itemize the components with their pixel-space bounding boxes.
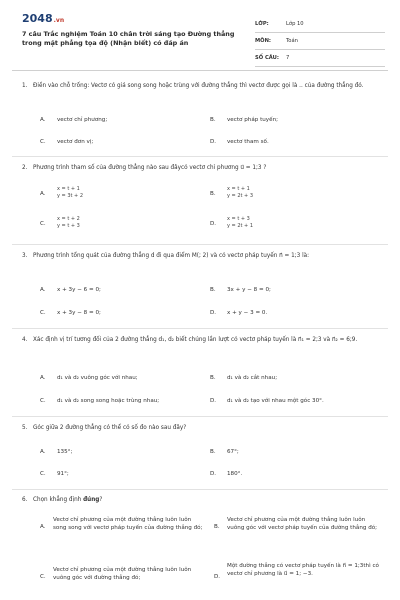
option-label: C.: [40, 139, 46, 145]
question-stem: Phương trình tổng quát của đường thẳng d đi qua điểm M(; 2) và có vectơ pháp tuyến n⃗ = 1;3 là:: [33, 253, 310, 259]
logo-suffix: .vn: [53, 17, 65, 24]
option-system: [227, 186, 380, 200]
option-label: D.: [210, 221, 217, 227]
option-text: d₁ và d₂ vuông góc với nhau;: [57, 375, 138, 381]
option-text: d₁ và d₂ tạo với nhau một góc 30°.: [227, 398, 324, 404]
q6-option-c[interactable]: [40, 566, 205, 582]
q2-option-c[interactable]: [40, 216, 200, 230]
stem-suffix: ?: [99, 497, 103, 503]
option-label: D.: [210, 139, 217, 145]
question-number: 3.: [22, 253, 28, 259]
option-label: A.: [40, 117, 46, 123]
system-line-1: x = t + 3: [227, 216, 250, 222]
q3-option-a[interactable]: [40, 286, 200, 294]
option-text: Vectơ chỉ phương của một đường thẳng luôn luôn vuông góc với đường thẳng đó;: [53, 567, 192, 581]
option-label: B.: [210, 117, 216, 123]
system-line-2: y = 2t + 1: [227, 223, 254, 229]
option-label: C.: [40, 221, 46, 227]
class-value: Lớp 10: [286, 21, 304, 27]
option-label: A.: [40, 191, 46, 197]
q1-option-a[interactable]: [40, 116, 200, 124]
option-label: D.: [210, 471, 217, 477]
option-label: C.: [40, 574, 46, 580]
option-system: [227, 216, 380, 230]
q6-option-b[interactable]: [214, 516, 384, 532]
site-logo[interactable]: [22, 12, 64, 25]
question-5: [22, 424, 384, 433]
q1-option-d[interactable]: [210, 138, 380, 146]
q4-option-d[interactable]: [210, 397, 388, 405]
document-title: 7 câu Trắc nghiệm Toán 10 chân trời sáng tạo Đường thẳng trong mặt phẳng tọa độ (Nhận biết) có đáp án: [22, 30, 235, 47]
header-divider: [12, 70, 388, 71]
option-text: Một đường thẳng có vectơ pháp tuyến là n⃗ = 1;3thì có vectơ chỉ phương là u⃗ = 1; −3.: [227, 563, 379, 577]
meta-row-count: [255, 50, 385, 67]
q5-option-d[interactable]: [210, 470, 380, 478]
question-6: [22, 496, 384, 505]
system-line-1: x = t + 1: [57, 186, 80, 192]
option-text: vectơ tham số.: [227, 139, 269, 145]
q2-option-a[interactable]: [40, 186, 200, 200]
question-divider: [12, 416, 388, 417]
subject-label: MÔN:: [255, 38, 271, 44]
q1-option-c[interactable]: [40, 138, 200, 146]
option-text: 135°;: [57, 449, 73, 455]
question-stem: Góc giữa 2 đường thẳng có thể có số đo nào sau đây?: [33, 425, 187, 431]
option-text: d₁ và d₂ song song hoặc trùng nhau;: [57, 398, 160, 404]
question-1: [22, 82, 384, 91]
count-value: 7: [286, 55, 290, 61]
header: [0, 0, 400, 70]
meta-row-class: [255, 16, 385, 33]
option-label: B.: [214, 524, 220, 530]
question-stem: Điền vào chỗ trống: Vectơ có giá song song hoặc trùng với đường thẳng thì vectơ được gọi là .. của đường thẳng đó.: [33, 83, 364, 89]
q3-option-c[interactable]: [40, 309, 200, 317]
option-text: vectơ pháp tuyến;: [227, 117, 278, 123]
question-stem: Xác định vị trí tương đối của 2 đường thẳng d₁, d₂ biết chúng lần lượt có vectơ pháp tuyến là n⃗₁ = 2;3 và n⃗₂ = 6;9.: [33, 337, 358, 343]
q3-option-d[interactable]: [210, 309, 380, 317]
option-label: A.: [40, 524, 46, 530]
option-label: A.: [40, 449, 46, 455]
system-line-2: y = 3t + 2: [57, 193, 84, 199]
option-text: vectơ đơn vị;: [57, 139, 94, 145]
option-text: 91°;: [57, 471, 69, 477]
option-text: d₁ và d₂ cắt nhau;: [227, 375, 278, 381]
option-label: B.: [210, 449, 216, 455]
option-text: 3x + y − 8 = 0;: [227, 287, 271, 293]
q2-option-d[interactable]: [210, 216, 380, 230]
q6-option-a[interactable]: [40, 516, 205, 532]
q1-option-b[interactable]: [210, 116, 380, 124]
option-text: x + 3y − 8 = 0;: [57, 310, 101, 316]
option-text: vectơ chỉ phương;: [57, 117, 108, 123]
system-line-2: y = 2t + 3: [227, 193, 254, 199]
question-number: 4.: [22, 337, 28, 343]
question-number: 2.: [22, 165, 28, 171]
option-label: C.: [40, 310, 46, 316]
q2-option-b[interactable]: [210, 186, 380, 200]
option-label: C.: [40, 471, 46, 477]
option-label: D.: [214, 574, 221, 580]
option-label: B.: [210, 287, 216, 293]
option-label: A.: [40, 375, 46, 381]
question-divider: [12, 328, 388, 329]
option-label: D.: [210, 398, 217, 404]
count-label: SỐ CÂU:: [255, 55, 279, 61]
stem-emphasis: đúng: [83, 497, 100, 503]
option-system: [57, 216, 200, 230]
meta-row-subject: [255, 33, 385, 50]
q5-option-c[interactable]: [40, 470, 200, 478]
question-divider: [12, 489, 388, 490]
question-number: 5.: [22, 425, 28, 431]
stem-prefix: Chọn khẳng định: [33, 497, 84, 503]
question-stem: [33, 496, 384, 505]
system-line-2: y = t + 3: [57, 223, 80, 229]
option-text: x + 3y − 6 = 0;: [57, 287, 101, 293]
option-system: [57, 186, 200, 200]
option-text: Vectơ chỉ phương của một đường thẳng luôn luôn song song với vectơ pháp tuyến của đường thẳng đó;: [53, 517, 203, 531]
q4-option-a[interactable]: [40, 374, 205, 382]
question-stem: Phương trình tham số của đường thẳng nào sau đâycó vectơ chỉ phương u⃗ = 1;3 ?: [33, 165, 267, 171]
option-label: D.: [210, 310, 217, 316]
question-number: 1.: [22, 83, 28, 89]
question-2: [22, 164, 384, 173]
q5-option-a[interactable]: [40, 448, 200, 456]
q5-option-b[interactable]: [210, 448, 380, 456]
system-line-1: x = t + 1: [227, 186, 250, 192]
question-divider: [12, 244, 388, 245]
q4-option-c[interactable]: [40, 397, 205, 405]
q3-option-b[interactable]: [210, 286, 380, 294]
option-label: A.: [40, 287, 46, 293]
q4-option-b[interactable]: [210, 374, 385, 382]
option-text: 180°.: [227, 471, 243, 477]
option-label: B.: [210, 375, 216, 381]
option-label: C.: [40, 398, 46, 404]
question-3: [22, 252, 384, 261]
logo-text: 2048: [22, 12, 53, 25]
meta-info: [255, 16, 385, 67]
question-divider: [12, 156, 388, 157]
system-line-1: x = t + 2: [57, 216, 80, 222]
subject-value: Toán: [286, 38, 298, 44]
option-text: x + y − 3 = 0.: [227, 310, 268, 316]
class-label: LỚP:: [255, 21, 269, 27]
option-text: Vectơ chỉ phương của một đường thẳng luôn luôn vuông góc với vectơ pháp tuyến của đường thẳng đó;: [227, 517, 378, 531]
option-text: 67°;: [227, 449, 239, 455]
question-4: [22, 336, 384, 345]
option-label: B.: [210, 191, 216, 197]
question-number: 6.: [22, 497, 28, 503]
q6-option-d[interactable]: [214, 562, 384, 578]
